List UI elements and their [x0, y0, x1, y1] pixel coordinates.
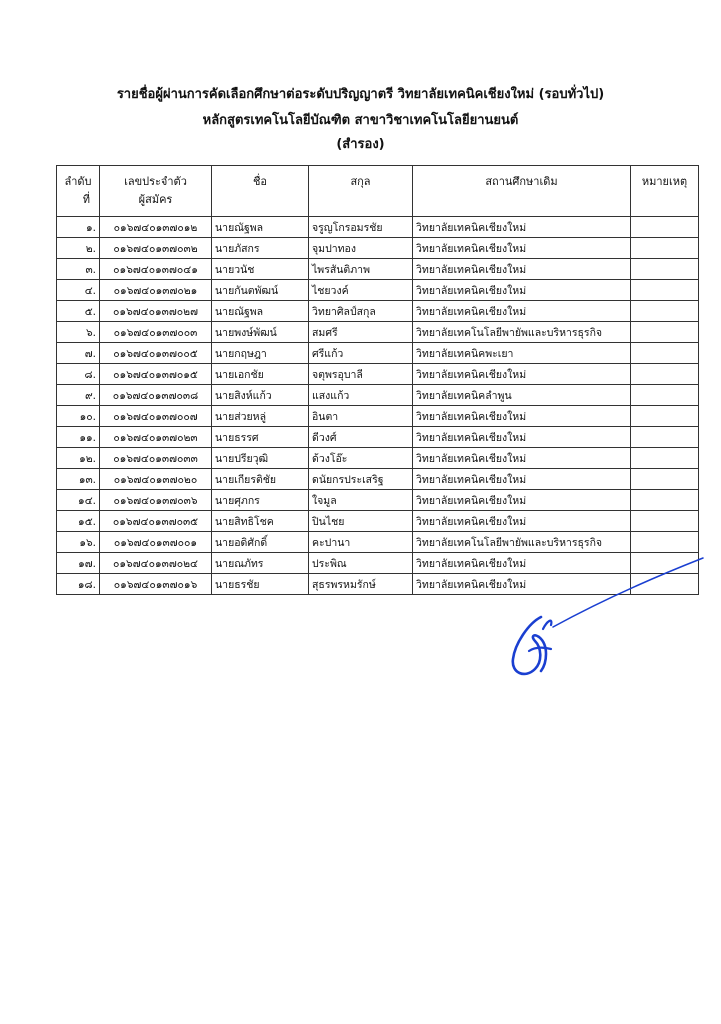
- row-school: วิทยาลัยเทคนิคเชียงใหม่: [413, 574, 631, 595]
- row-applicant-id: ๐๑๖๗๔๐๑๓๗๐๐๗: [100, 406, 212, 427]
- list-status-label: (สำรอง): [336, 137, 385, 152]
- row-first-name: นายปรียวุฒิ: [212, 448, 309, 469]
- row-remark: [631, 322, 699, 343]
- header-remark: [631, 166, 699, 217]
- table-row: [57, 217, 699, 238]
- row-order: ๑๑.: [57, 427, 100, 448]
- header-first-name: [212, 166, 309, 217]
- row-applicant-id: ๐๑๖๗๔๐๑๓๗๐๑๖: [100, 574, 212, 595]
- header-remark-label: หมายเหตุ: [641, 175, 688, 188]
- header-order: [57, 166, 100, 217]
- row-last-name: ปินไชย: [309, 511, 413, 532]
- header-order-line1: ลำดับ: [64, 175, 92, 188]
- row-order: ๑๘.: [57, 574, 100, 595]
- row-order: ๙.: [57, 385, 100, 406]
- table-row: [57, 469, 699, 490]
- row-last-name: ประพิณ: [309, 553, 413, 574]
- table-row: [57, 385, 699, 406]
- table-row: [57, 532, 699, 553]
- row-school: วิทยาลัยเทคนิคเชียงใหม่: [413, 280, 631, 301]
- row-school: วิทยาลัยเทคนิคลำพูน: [413, 385, 631, 406]
- row-applicant-id: ๐๑๖๗๔๐๑๓๗๐๓๕: [100, 511, 212, 532]
- row-first-name: นายอดิศักดิ์: [212, 532, 309, 553]
- row-school: วิทยาลัยเทคโนโลยีพายัพและบริหารธุรกิจ: [413, 322, 631, 343]
- table-row: [57, 406, 699, 427]
- table-row: [57, 301, 699, 322]
- row-applicant-id: ๐๑๖๗๔๐๑๓๗๐๐๑: [100, 532, 212, 553]
- header-order-line2: ที่: [82, 193, 90, 206]
- row-school: วิทยาลัยเทคนิคเชียงใหม่: [413, 217, 631, 238]
- row-remark: [631, 280, 699, 301]
- row-order: ๔.: [57, 280, 100, 301]
- header-school: [413, 166, 631, 217]
- row-applicant-id: ๐๑๖๗๔๐๑๓๗๐๒๓: [100, 427, 212, 448]
- row-applicant-id: ๐๑๖๗๔๐๑๓๗๐๐๕: [100, 343, 212, 364]
- table-row: [57, 259, 699, 280]
- row-last-name: ใจมูล: [309, 490, 413, 511]
- row-applicant-id: ๐๑๖๗๔๐๑๓๗๐๒๐: [100, 469, 212, 490]
- row-applicant-id: ๐๑๖๗๔๐๑๓๗๐๓๒: [100, 238, 212, 259]
- row-last-name: ดีวงศ์: [309, 427, 413, 448]
- row-order: ๖.: [57, 322, 100, 343]
- row-last-name: จตุพรอุบาลี: [309, 364, 413, 385]
- row-order: ๘.: [57, 364, 100, 385]
- row-school: วิทยาลัยเทคนิคเชียงใหม่: [413, 406, 631, 427]
- row-first-name: นายสิทธิโชค: [212, 511, 309, 532]
- row-remark: [631, 427, 699, 448]
- row-school: วิทยาลัยเทคนิคพะเยา: [413, 343, 631, 364]
- row-remark: [631, 448, 699, 469]
- row-remark: [631, 532, 699, 553]
- row-first-name: นายส่วยหลู่: [212, 406, 309, 427]
- row-last-name: จรูญโกรอมรชัย: [309, 217, 413, 238]
- table-row: [57, 364, 699, 385]
- row-applicant-id: ๐๑๖๗๔๐๑๓๗๐๒๑: [100, 280, 212, 301]
- row-applicant-id: ๐๑๖๗๔๐๑๓๗๐๓๘: [100, 385, 212, 406]
- row-last-name: ไพรสันติภาพ: [309, 259, 413, 280]
- row-order: ๗.: [57, 343, 100, 364]
- table-row: [57, 511, 699, 532]
- handwritten-signature-icon: [505, 555, 715, 690]
- table-row: [57, 280, 699, 301]
- row-school: วิทยาลัยเทคนิคเชียงใหม่: [413, 553, 631, 574]
- table-header-row: [57, 166, 699, 217]
- row-school: วิทยาลัยเทคนิคเชียงใหม่: [413, 427, 631, 448]
- row-school: วิทยาลัยเทคนิคเชียงใหม่: [413, 448, 631, 469]
- row-order: ๑๖.: [57, 532, 100, 553]
- header-id-line2: ผู้สมัคร: [138, 193, 173, 206]
- table-row: [57, 322, 699, 343]
- row-applicant-id: ๐๑๖๗๔๐๑๓๗๐๔๑: [100, 259, 212, 280]
- row-first-name: นายศุภกร: [212, 490, 309, 511]
- row-first-name: นายณัฐพล: [212, 217, 309, 238]
- row-remark: [631, 406, 699, 427]
- row-last-name: อินตา: [309, 406, 413, 427]
- row-first-name: นายณัฐพล: [212, 301, 309, 322]
- table-row: [57, 238, 699, 259]
- row-first-name: นายพงษ์พัฒน์: [212, 322, 309, 343]
- row-applicant-id: ๐๑๖๗๔๐๑๓๗๐๐๓: [100, 322, 212, 343]
- row-school: วิทยาลัยเทคนิคเชียงใหม่: [413, 490, 631, 511]
- row-school: วิทยาลัยเทคนิคเชียงใหม่: [413, 364, 631, 385]
- row-remark: [631, 511, 699, 532]
- row-first-name: นายภัสกร: [212, 238, 309, 259]
- row-school: วิทยาลัยเทคโนโลยีพายัพและบริหารธุรกิจ: [413, 532, 631, 553]
- row-remark: [631, 385, 699, 406]
- row-order: ๑๐.: [57, 406, 100, 427]
- header-last-name-label: สกุล: [350, 175, 371, 188]
- row-school: วิทยาลัยเทคนิคเชียงใหม่: [413, 511, 631, 532]
- row-last-name: แสงแก้ว: [309, 385, 413, 406]
- row-school: วิทยาลัยเทคนิคเชียงใหม่: [413, 238, 631, 259]
- table-row: [57, 427, 699, 448]
- header-last-name: [309, 166, 413, 217]
- row-remark: [631, 238, 699, 259]
- table-row: [57, 343, 699, 364]
- row-order: ๑๓.: [57, 469, 100, 490]
- document-title: รายชื่อผู้ผ่านการคัดเลือกศึกษาต่อระดับปริญญาตรี วิทยาลัยเทคนิคเชียงใหม่ (รอบทั่วไป): [116, 87, 605, 102]
- row-remark: [631, 364, 699, 385]
- header-first-name-label: ชื่อ: [252, 175, 268, 188]
- header-id-line1: เลขประจำตัว: [124, 175, 187, 188]
- row-remark: [631, 469, 699, 490]
- row-remark: [631, 343, 699, 364]
- row-first-name: นายกฤษฎา: [212, 343, 309, 364]
- row-applicant-id: ๐๑๖๗๔๐๑๓๗๐๓๖: [100, 490, 212, 511]
- row-first-name: นายเกียรติชัย: [212, 469, 309, 490]
- row-order: ๑๔.: [57, 490, 100, 511]
- row-first-name: นายสิงห์แก้ว: [212, 385, 309, 406]
- row-first-name: นายธรรศ: [212, 427, 309, 448]
- program-title: หลักสูตรเทคโนโลยีบัณฑิต สาขาวิชาเทคโนโลยียานยนต์: [202, 113, 519, 128]
- row-last-name: วิทยาศิลป์สกุล: [309, 301, 413, 322]
- row-remark: [631, 217, 699, 238]
- row-remark: [631, 259, 699, 280]
- table-row: [57, 448, 699, 469]
- row-last-name: ดนัยกรประเสริฐ: [309, 469, 413, 490]
- row-last-name: ด้วงโอ๊ะ: [309, 448, 413, 469]
- candidate-table: [56, 165, 699, 595]
- row-applicant-id: ๐๑๖๗๔๐๑๓๗๐๑๒: [100, 217, 212, 238]
- row-applicant-id: ๐๑๖๗๔๐๑๓๗๐๓๓: [100, 448, 212, 469]
- row-order: ๑๒.: [57, 448, 100, 469]
- header-applicant-id: [100, 166, 212, 217]
- row-last-name: ศรีแก้ว: [309, 343, 413, 364]
- row-order: ๑๗.: [57, 553, 100, 574]
- row-first-name: นายณภัทร: [212, 553, 309, 574]
- row-applicant-id: ๐๑๖๗๔๐๑๓๗๐๑๕: [100, 364, 212, 385]
- row-applicant-id: ๐๑๖๗๔๐๑๓๗๐๒๗: [100, 301, 212, 322]
- row-school: วิทยาลัยเทคนิคเชียงใหม่: [413, 301, 631, 322]
- row-order: ๒.: [57, 238, 100, 259]
- row-first-name: นายวนัช: [212, 259, 309, 280]
- header-school-label: สถานศึกษาเดิม: [485, 175, 558, 188]
- row-school: วิทยาลัยเทคนิคเชียงใหม่: [413, 259, 631, 280]
- row-applicant-id: ๐๑๖๗๔๐๑๓๗๐๒๔: [100, 553, 212, 574]
- row-first-name: นายกันตพัฒน์: [212, 280, 309, 301]
- row-last-name: สุธรพรหมรักษ์: [309, 574, 413, 595]
- row-last-name: จุมปาทอง: [309, 238, 413, 259]
- row-remark: [631, 490, 699, 511]
- row-school: วิทยาลัยเทคนิคเชียงใหม่: [413, 469, 631, 490]
- row-remark: [631, 301, 699, 322]
- row-order: ๑.: [57, 217, 100, 238]
- row-first-name: นายเอกชัย: [212, 364, 309, 385]
- row-order: ๓.: [57, 259, 100, 280]
- row-last-name: ไชยวงค์: [309, 280, 413, 301]
- row-order: ๕.: [57, 301, 100, 322]
- row-last-name: คะปานา: [309, 532, 413, 553]
- row-first-name: นายธรชัย: [212, 574, 309, 595]
- table-row: [57, 490, 699, 511]
- row-order: ๑๕.: [57, 511, 100, 532]
- row-last-name: สมศรี: [309, 322, 413, 343]
